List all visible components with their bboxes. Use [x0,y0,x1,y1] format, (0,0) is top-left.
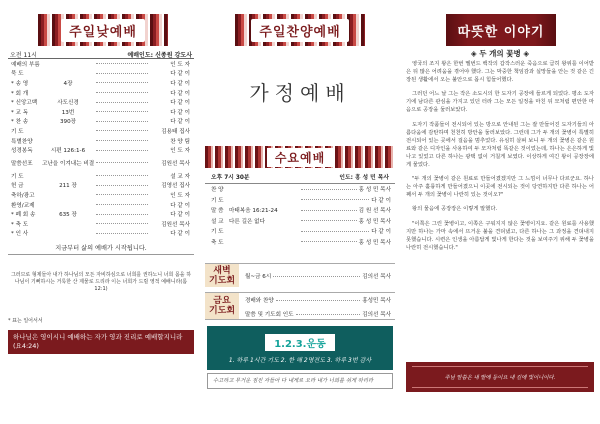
worship-item-label: * 교 독 [11,109,29,116]
worship-row [8,200,194,210]
worship-row [8,209,194,219]
wednesday-item-leader: 다 같 이 [371,229,391,236]
story-paragraph: 그러던 어느 날 그는 작은 소도시의 한 도자기 공장에 들르게 되었다. 평소 도자기에 남다른 관심을 가지고 있던 터라 그는 모든 일정을 마친 뒤 모처럼 편안한 마음으로 공장을 둘러보았다. [406,91,594,114]
worship-item-leader: 다 같 이 [170,71,190,78]
worship-item-label: * 찬 송 [11,119,29,126]
worship-item-label: 축하/광고 [11,192,35,199]
worship-item-detail: 13번 [61,109,75,116]
friday-item-leader: 홍성민 목사 [362,298,391,304]
story-paragraph: "이쪽은 그린 꽃병이고, 이쪽은 구워지지 않은 꽃병이지요. 같은 원료를 사용했지만 하나는 가마 속에서 뜨거운 불을 견뎌냈고, 다른 하나는 그 과정을 견뎌내지 못했습니다. 시련은 인생을 아름답게 빛나게 한다는 것을 보여주기 위해 두 꽃병을 나란히 전시했습니다." [406,220,594,251]
friday-row [245,293,395,307]
worship-item-label: 성경봉독 [11,148,33,155]
worship-item-leader: 다 같 이 [170,80,190,87]
wednesday-item-leader: 김 원 선 목사 [358,208,391,215]
worship-item-leader: 설 교 자 [170,173,190,180]
worship-item-label: 기 도 [11,128,24,135]
worship-item-detail: 635 장 [59,212,77,219]
story-body [406,60,594,258]
worship-row [8,136,194,146]
worship-item-leader: 김원선 목사 [161,221,190,228]
wednesday-row [205,184,395,195]
footer-verse: 주님 말씀은 내 발에 등이요 내 길에 빛이니이다. [406,362,594,392]
story-paragraph: "두 개의 꽃병이 같은 원료로 만들어졌겠지만 그 느낌이 너무나 다르군요. 하나는 아주 훌륭하게 만들어졌으니 이곳에 전시되는 것이 당연하지만 다른 하나는 어째서 두 개의 꽃병이 나란히 있는 것이오?" [406,176,594,199]
scripture-note: 그러므로 형제들아 내가 하나님의 모든 자비하심으로 너희를 권하노니 너희 몸을 하나님이 기뻐하시는 거룩한 산 제물로 드리라 이는 너희가 드릴 영적 예배니라(롬 12:1) [10,272,192,292]
closing-line: 지금부터 삶의 예배가 시작됩니다. [55,245,147,253]
worship-row [8,69,194,79]
wednesday-order [205,184,395,247]
friday-prayer [205,292,395,320]
worship-row [8,155,194,171]
movement-items: 1. 하루 1시간 기도 2. 한 해 2명전도 3. 하루 3번 감사 [228,357,372,364]
worship-item-leader: 찬 양 팀 [170,138,190,145]
sunday-morning-title: 주일낮예배 [61,19,145,42]
worship-row [8,126,194,136]
worship-row [8,190,194,200]
wednesday-row [205,205,395,216]
wednesday-item-leader: 홍 성 민 목사 [358,187,391,194]
wednesday-item-label: 기 도 [211,197,224,204]
dawn-leader: 김의선 목사 [362,274,391,280]
divider [8,254,194,255]
worship-item-leader: 다 같 이 [170,119,190,126]
worship-row [8,78,194,88]
wednesday-row [205,237,395,248]
worship-item-label: * 회 개 [11,90,29,97]
wednesday-item-leader: 다 같 이 [371,197,391,204]
wednesday-item-label: 설 교 [211,218,224,225]
dawn-time: 월~금 6시 [245,274,272,280]
wednesday-item-leader: 홍 성 민 목사 [358,218,391,225]
worship-row [8,88,194,98]
dawn-tag: 새벽 기도회 [205,264,239,287]
sunday-praise-banner [235,14,365,46]
sunday-praise-title: 주일찬양예배 [251,19,348,42]
standing-mark: * 표는 일어서서 [8,318,43,324]
worship-row [8,219,194,229]
friday-item-leader: 김의선 목사 [362,312,391,318]
dawn-prayer [205,263,395,287]
worship-item-label: * 송 영 [11,80,29,87]
wednesday-item-detail: 다른 길은 없다 [229,218,265,225]
movement-box [207,326,393,370]
friday-tag: 금요 기도회 [205,293,239,319]
wednesday-item-label: 축 도 [211,239,224,246]
story-column [406,0,594,424]
order-of-worship [8,58,194,238]
wednesday-item-detail: 마태복음 16:21-24 [229,208,278,215]
sunday-morning-column [8,0,194,424]
story-paragraph: 도자기 작품들이 전시되어 있는 방으로 안내된 그는 잘 만들어진 도자기들의 아름다움에 감탄하며 천천히 방안을 둘러보았다. 그런데 그가 두 개의 꽃병이 특별히 전시되어 있는 곳에서 걸음을 멈추었다. 유심히 살펴 보니 두 개의 꽃병은 같은 원료와 같은 디자인을 사용하여 두 모자처럼 똑같은 것이었는데, 하나는 은은하게 빛나고 있었고 다른 하나는 광택 없이 거칠게 보였다. 이상하게 여긴 왕이 공장장에게 물었다. [406,121,594,169]
wednesday-item-label: 찬 양 [211,187,224,194]
worship-item-label: * 폐 회 송 [11,212,36,219]
home-worship-title: 가정예배 [249,81,351,105]
worship-item-label: 말씀선포 [11,160,33,167]
story-paragraph: 영국의 조지 왕은 한번 멜번드 백작의 갑작스러운 죽음으로 급히 왕위를 이어받은 뒤 많은 어려움을 겪어야 했다. 그는 막중한 책임감과 실망들을 안는 것 같은 긴장된 생활에서 오는 불안으로 몹시 힘들어했다. [406,61,594,84]
worship-row [8,117,194,127]
worship-item-label: 특별찬양 [11,138,33,145]
worship-item-leader: 김용태 집사 [161,128,190,135]
worship-item-leader: 김원선 목사 [161,160,190,167]
worship-item-detail: 시편 126:1-6 [50,148,86,155]
evening-column [205,0,395,424]
worship-item-leader: 인 도 자 [170,192,190,199]
worship-item-label: * 신앙고백 [11,100,38,107]
worship-row [8,145,194,155]
worship-item-label: * 축 도 [11,221,29,228]
story-banner-title: 따뜻한 이야기 [457,24,545,40]
worship-item-detail: 사도신경 [57,100,79,107]
worship-item-leader: 다 같 이 [170,109,190,116]
friday-item-detail: 경배와 찬양 [245,298,274,304]
worship-row [8,181,194,191]
worship-item-leader: 다 같 이 [170,212,190,219]
service-time: 오전 11시 [10,52,37,59]
wednesday-row [205,226,395,237]
worship-item-leader: 다 같 이 [170,231,190,238]
worship-item-detail: 고난을 이겨내는 비결 [42,160,95,167]
worship-row [8,171,194,181]
worship-item-leader: 다 같 이 [170,90,190,97]
wednesday-info: 오후 7시 30분 인도: 홍 성 민 목사 [205,172,395,184]
wednesday-item-leader: 홍 성 민 목사 [358,239,391,246]
verse-box: 하나님은 영이시니 예배하는 자가 영과 진리로 예배할지니라 (요4:24) [8,330,194,354]
worship-item-detail: 390장 [59,119,77,126]
worship-item-label: 헌 금 [11,183,24,190]
worship-item-leader: 다 같 이 [170,100,190,107]
service-leader: 예배인도: 신종원 강도사 [127,52,192,59]
movement-title: 1.2.3.운동 [265,334,335,351]
worship-item-leader: 인 도 자 [170,61,190,68]
worship-item-detail: 211 장 [59,183,77,190]
worship-row [8,229,194,239]
worship-item-leader: 다 같 이 [170,202,190,209]
worship-row [8,107,194,117]
worship-item-label: 환영/교제 [11,202,35,209]
story-title: ◈ 두 개의 꽃병 ◈ [470,49,530,58]
worship-item-label: 기 도 [11,173,24,180]
worship-item-leader: 인 도 자 [170,148,190,155]
worship-row [8,59,194,69]
story-banner [446,14,556,46]
invitation-quote: 수고하고 무거운 짐진 자들아 다 내게로 오라 내가 너희를 쉬게 하리라 [207,373,393,389]
friday-item-detail: 말씀 및 기도회 인도 [245,312,294,318]
sunday-morning-banner [38,14,168,46]
wednesday-item-label: 기 도 [211,229,224,236]
worship-item-label: 묵 도 [11,71,24,78]
friday-row [245,307,395,321]
wednesday-banner: 수요예배 [205,146,395,168]
wednesday-row [205,195,395,206]
wednesday-row [205,216,395,227]
worship-item-label: 예배의 부름 [11,61,40,68]
worship-item-detail: 4장 [63,80,73,87]
worship-row [8,97,194,107]
worship-item-leader: 김영선 집사 [161,183,190,190]
story-paragraph: 왕의 물음에 공장장은 이렇게 말했다. [412,206,498,213]
worship-item-label: * 인 사 [11,231,29,238]
wednesday-item-label: 말 씀 [211,208,224,215]
